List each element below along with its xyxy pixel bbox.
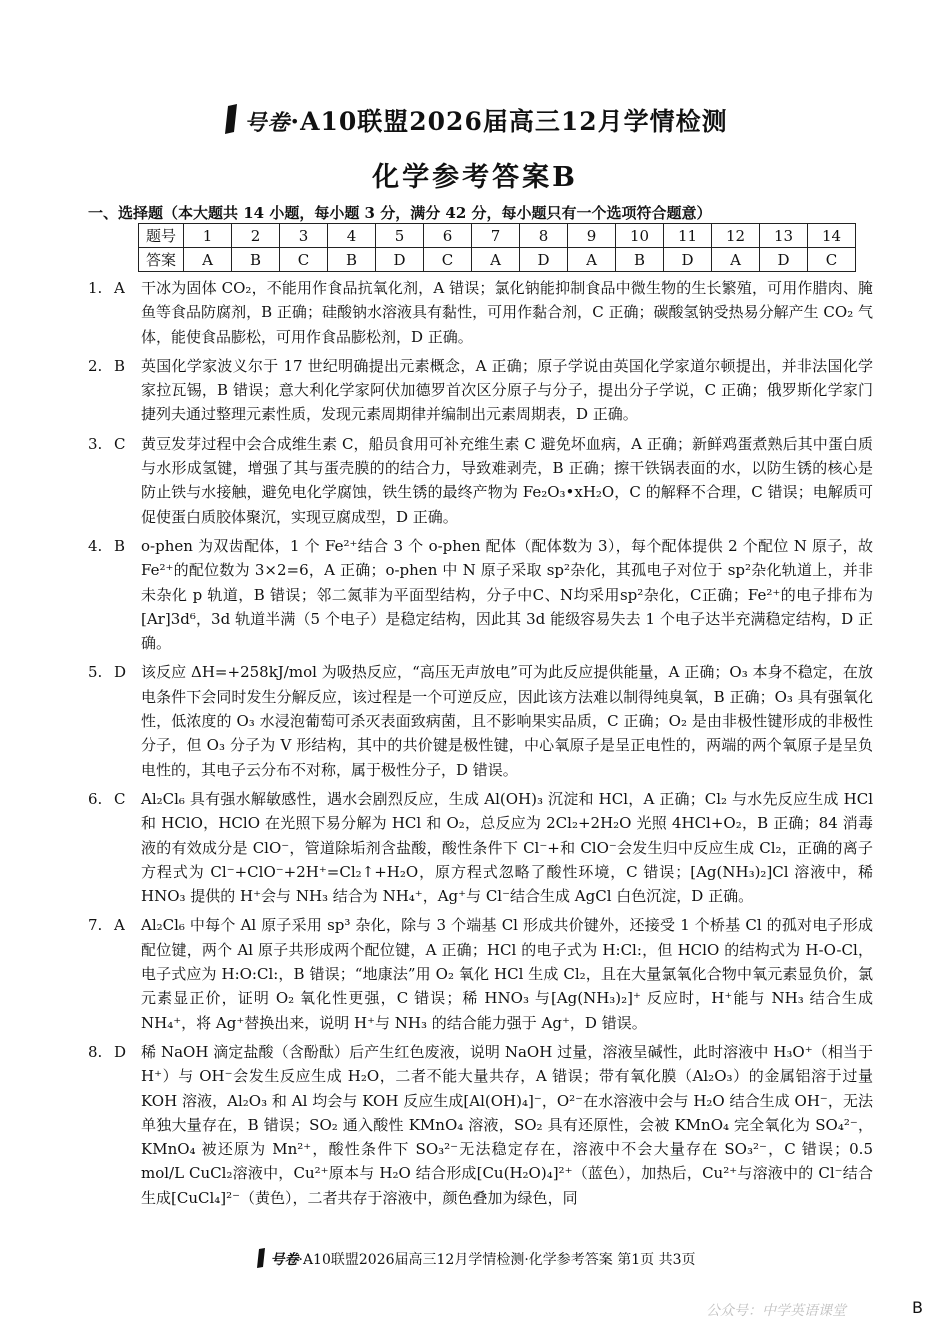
question-number-label: 2. xyxy=(88,356,103,375)
document-header xyxy=(0,104,950,194)
explanation-text: 英国化学家波义尔于 17 世纪明确提出元素概念，A 正确；原子学说由英国化学家道尔顿提出，并非法国化学家拉瓦锡，B 错误；意大利化学家阿伏加德罗首次区分原子与分子，提出分子学说，C 正确；俄罗斯化学家门捷列夫通过整理元素性质，发现元素周期律并编制出元素周期表，D 正确。 xyxy=(141,356,873,424)
answer-cell: A xyxy=(712,248,760,272)
explanation-text: 稀 NaOH 滴定盐酸（含酚酞）后产生红色废液，说明 NaOH 过量，溶液呈碱性，此时溶液中 H₃O⁺（相当于 H⁺）与 OH⁻会发生反应生成 H₂O，二者不能大量共存，A 错误；带有氧化膜（Al₂O₃）的金属铝溶于过量 KOH 溶液，Al₂O₃ 和 Al 均会与 KOH 反应生成[Al(OH)₄]⁻，O²⁻在水溶液中会与 H₂O 结合生成 OH⁻，无法单独大量存在，B 错误；SO₂ 通入酸性 KMnO₄ 溶液，SO₂ 具有还原性，会被 KMnO₄ 完全氧化为 SO₄²⁻，KMnO₄ 被还原为 Mn²⁺，酸性条件下 SO₃²⁻无法稳定存在，溶液中不会大量存在 SO₃²⁻，C 错误；0.5 mol/L CuCl₂溶液中，Cu²⁺原本与 H₂O 结合形成[Cu(H₂O)₄]²⁺（蓝色），加热后，Cu²⁺与溶液中的 Cl⁻结合生成[CuCl₄]²⁻（黄色），二者共存于溶液中，颜色叠加为绿色，同 xyxy=(141,1042,873,1207)
question-number: 14 xyxy=(808,224,856,248)
title-line xyxy=(0,104,950,143)
answer-cell: A xyxy=(472,248,520,272)
corner-mark: B xyxy=(912,1298,923,1317)
document-subtitle: 化学参考答案B xyxy=(372,162,578,193)
explanation-item xyxy=(88,432,873,529)
answer-table xyxy=(138,223,856,272)
brush-stroke-icon xyxy=(222,104,240,134)
explanation-item xyxy=(88,534,873,655)
explanation-text: 黄豆发芽过程中会合成维生素 C，船员食用可补充维生素 C 避免坏血病，A 正确；新鲜鸡蛋煮熟后其中蛋白质与水形成氢键，增强了其与蛋壳膜的的结合力，导致难剥壳，B 正确；擦干铁锅表面的水，以防生锈的核心是防止铁与水接触，避免电化学腐蚀，铁生锈的最终产物为 Fe₂O₃•xH₂O，C 的解释不合理，C 错误；电解质可促使蛋白质胶体聚沉，实现豆腐成型，D 正确。 xyxy=(141,434,873,526)
question-number-label: 6. xyxy=(88,789,103,808)
question-number: 6 xyxy=(424,224,472,248)
question-number: 4 xyxy=(328,224,376,248)
answer-cell: A xyxy=(568,248,616,272)
watermark: 公众号：中学英语课堂 xyxy=(706,1303,846,1319)
question-number: 5 xyxy=(376,224,424,248)
question-number: 3 xyxy=(280,224,328,248)
question-answer-label: A xyxy=(114,279,125,297)
explanation-text: 干冰为固体 CO₂，不能用作食品抗氧化剂，A 错误；氯化钠能抑制食品中微生物的生长繁殖，可用作腊肉、腌鱼等食品防腐剂，B 正确；硅酸钠水溶液具有黏性，可用作黏合剂，C 正确；碳酸氢钠受热易分解产生 CO₂ 气体，能使食品膨松，可用作食品膨松剂，D 正确。 xyxy=(141,279,873,346)
explanation-text: o-phen 为双齿配体，1 个 Fe²⁺结合 3 个 o-phen 配体（配体数为 3），每个配体提供 2 个配位 N 原子，故 Fe²⁺的配位数为 3×2=6，A 正确；o-phen 中 N 原子采取 sp²杂化，其孤电子对位于 sp²杂化轨道上，并非未杂化 p 轨道，B 错误；邻二氮菲为平面型结构，分子中C、N均采用sp²杂化，C正确；Fe²⁺的电子排布为[Ar]3d⁶，3d 轨道半满（5 个电子）是稳定结构，因此其 3d 能级容易失去 1 个电子达半充满稳定结构，D 正确。 xyxy=(141,536,873,653)
question-answer-label: D xyxy=(114,1042,127,1061)
answer-cell: A xyxy=(184,248,232,272)
explanation-text: Al₂Cl₆ 具有强水解敏感性，遇水会剧烈反应，生成 Al(OH)₃ 沉淀和 HCl，A 正确；Cl₂ 与水先反应生成 HCl 和 HClO，HClO 在光照下易分解为 HCl 和 O₂，总反应为 2Cl₂+2H₂O 光照 4HCl+O₂，B 正确；84 消毒液的有效成分是 ClO⁻，管道除垢剂含盐酸，酸性条件下 Cl⁻+和 ClO⁻会发生归中反应生成 Cl₂，正确的离子方程式为 Cl⁻+ClO⁻+2H⁺=Cl₂↑+H₂O，原方程式忽略了酸性环境，C 错误；[Ag(NH₃)₂]Cl 溶液中，稀 HNO₃ 提供的 H⁺会与 NH₃ 结合为 NH₄⁺，Ag⁺与 Cl⁻结合生成 AgCl 白色沉淀，D 正确。 xyxy=(141,789,873,906)
question-number: 12 xyxy=(712,224,760,248)
question-answer-label: C xyxy=(114,434,126,453)
footer-logo-text: 号卷 xyxy=(270,1252,299,1268)
page-footer xyxy=(0,1248,950,1272)
question-answer-label: A xyxy=(114,916,125,935)
explanation-item xyxy=(88,787,873,908)
question-number: 7 xyxy=(472,224,520,248)
explanation-item xyxy=(88,660,873,781)
question-number: 2 xyxy=(232,224,280,248)
question-number: 10 xyxy=(616,224,664,248)
section-title: 一、选择题（本大题共 14 小题，每小题 3 分，满分 42 分，每小题只有一个选项符合题意） xyxy=(88,204,712,222)
question-answer-label: D xyxy=(114,663,127,682)
explanation-item xyxy=(88,354,873,427)
question-number-label: 5. xyxy=(88,663,103,682)
answer-cell: B xyxy=(232,248,280,272)
question-number-label: 3. xyxy=(88,434,103,453)
question-number: 9 xyxy=(568,224,616,248)
explanation-list xyxy=(88,276,873,1210)
answer-cell: D xyxy=(760,248,808,272)
brush-stroke-icon xyxy=(255,1248,267,1268)
explanation-text: 该反应 ΔH=+258kJ/mol 为吸热反应，“高压无声放电”可为此反应提供能量，A 正确；O₃ 本身不稳定，在放电条件下会同时发生分解反应，该过程是一个可逆反应，因此该方法难以制得纯臭氧，B 正确；O₃ 具有强氧化性，低浓度的 O₃ 水浸泡葡萄可杀灭表面致病菌，且不影响果实品质，C 正确；O₂ 是由非极性键形成的非极性分子，但 O₃ 分子为 V 形结构，其中的共价键是极性键，中心氧原子是呈正电性的，两端的两个氧原子是呈负电性的，其电子云分布不对称，属于极性分子，D 错误。 xyxy=(141,663,873,779)
answer-cell: D xyxy=(520,248,568,272)
explanation-item xyxy=(88,913,873,1034)
answer-cell: D xyxy=(376,248,424,272)
answer-cell: B xyxy=(328,248,376,272)
question-number: 11 xyxy=(664,224,712,248)
question-number: 1 xyxy=(184,224,232,248)
question-number-label: 8. xyxy=(88,1042,103,1061)
answer-row xyxy=(139,248,856,272)
answer-cell: D xyxy=(664,248,712,272)
footer-logo xyxy=(255,1248,267,1272)
question-number: 8 xyxy=(520,224,568,248)
question-number-label: 7. xyxy=(88,916,103,935)
question-answer-label: C xyxy=(114,789,126,808)
answer-cell: B xyxy=(616,248,664,272)
document-title: ·A10联盟2026届高三12月学情检测 xyxy=(290,107,728,136)
brand-logo-text: 号卷 xyxy=(244,110,291,136)
question-number-row xyxy=(139,224,856,248)
brand-logo xyxy=(222,104,240,143)
question-answer-label: B xyxy=(114,356,126,375)
question-number-label: 1. xyxy=(88,279,103,297)
explanation-item xyxy=(88,1040,873,1210)
answer-cell: C xyxy=(808,248,856,272)
question-number-label: 4. xyxy=(88,536,103,555)
footer-text: ·A10联盟2026届高三12月学情检测·化学参考答案 第1页 共3页 xyxy=(298,1252,696,1268)
explanation-item xyxy=(88,276,873,349)
row-label: 题号 xyxy=(139,224,184,248)
question-number: 13 xyxy=(760,224,808,248)
explanation-text: Al₂Cl₆ 中每个 Al 原子采用 sp³ 杂化，除与 3 个端基 Cl 形成共价键外，还接受 1 个桥基 Cl 的孤对电子形成配位键，两个 Al 原子共形成两个配位键，A 正确；HCl 的电子式为 H:Cl:，但 HClO 的结构式为 H-O-Cl，电子式应为 H:O:Cl:，B 错误；“地康法”用 O₂ 氧化 HCl 生成 Cl₂，且在大量氯氧化合物中氧元素显负价，氯元素显正价，证明 O₂ 氧化性更强，C 错误；稀 HNO₃ 与[Ag(NH₃)₂]⁺ 反应时，H⁺能与 NH₃ 结合生成 NH₄⁺，将 Ag⁺替换出来，说明 H⁺与 NH₃ 的结合能力强于 Ag⁺，D 错误。 xyxy=(141,916,873,1032)
row-label: 答案 xyxy=(139,248,184,272)
answer-cell: C xyxy=(280,248,328,272)
question-answer-label: B xyxy=(114,536,126,555)
answer-cell: C xyxy=(424,248,472,272)
